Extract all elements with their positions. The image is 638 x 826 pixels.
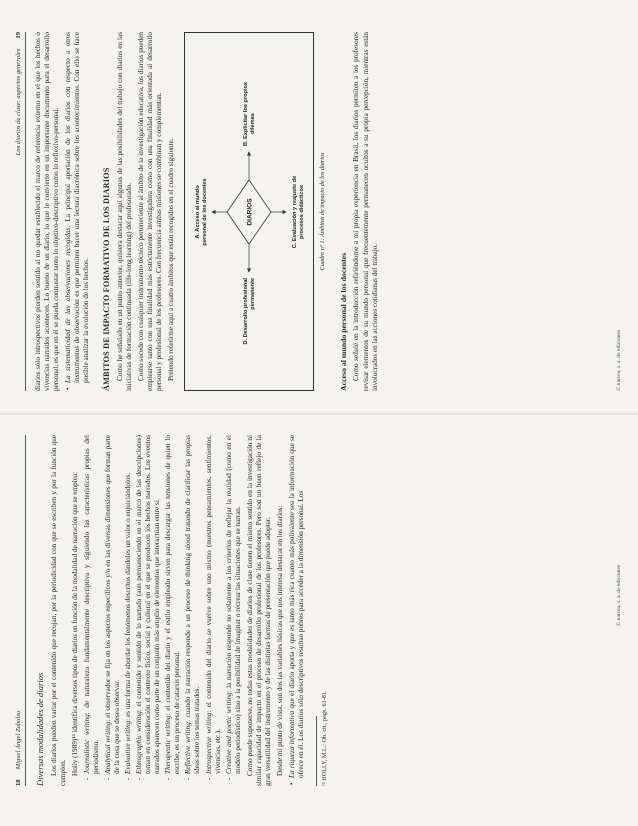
paragraph: diarios sólo introspectivos pierden sentido al no quedar establecido el marco de referencia externo en el que los hechos o vivencias narrados acontecen. Lo bueno de un diario, lo que le convierte en un importante documento para el desarrollo personal, es que en él se pueda contrastar tanto lo objetivo-descriptivo como lo reflexivo-personal. xyxy=(34,32,61,391)
label-c-line2: procesos didácticos xyxy=(299,184,306,240)
header-rule xyxy=(25,435,26,786)
diagram-center-label: DIARIOS xyxy=(246,198,254,226)
label-b-line1: B. Explicitar los propios xyxy=(243,81,250,146)
writing-types-list xyxy=(83,435,243,780)
running-head-text: Los diarios de clase: aspectos generales xyxy=(15,48,22,156)
list-item: - Creative and poetic writing: la narración responde no solamente a los criterios de reflejar la realidad (como en el modelo periodístico) sino a la posibilidad de imaginar o recrear las situaciones que se narran. xyxy=(225,435,243,774)
footnote: ¹³ HOLLY, M.L.: Ob. cit., págs. 61-81. xyxy=(321,690,329,786)
paragraph: Holly (1989)¹³ identifica diversos tipos de diarios en función de la modalidad de narración que se emplea: xyxy=(71,471,80,776)
label-a-line1: A. Acceso al mundo xyxy=(195,185,202,239)
list-item: - Evaluative writing: es una forma de abordar los fenómenos descritos dándoles un valor o enjuiciándolos. xyxy=(124,435,133,774)
figure-caption: Cuadro nº 1: Ámbitos de impacto de los diarios xyxy=(319,152,327,271)
section-title: Diversas modalidades de diarios xyxy=(35,672,45,786)
running-head-text: Miguel Ángel Zabalza xyxy=(15,710,22,770)
page-number: 18 xyxy=(15,779,22,786)
running-head-right xyxy=(14,32,23,155)
list-item: - Analytical writing: el observador se fija en los aspectos específicos y/o en las diversas dimensiones que forman parte de la cosa que se desea observar. xyxy=(104,435,122,774)
page-number: 19 xyxy=(15,32,22,39)
diagram-svg xyxy=(185,33,313,390)
impact-diagram xyxy=(184,32,314,391)
list-item: - Introspective writing: el contenido del diario se vuelve sobre uno mismo (nuestros pensamientos, sentimientos, vivencias, etc.). xyxy=(205,435,223,774)
variables-list xyxy=(64,32,91,391)
label-d-line2: permanente xyxy=(250,278,257,310)
list-item: - Therapeutic writing: el contenido del diario y el estilo empleado sirven para descargar las tensiones de quien lo escribe, es un proceso de catarsis personal. xyxy=(164,435,182,774)
list-item: - Journalistic writing: de naturaleza fundamentalmente descriptiva y siguiendo las características propias del periodismo. xyxy=(83,435,101,774)
paragraph: Como he señalado en un punto anterior, quisiera destacar aquí algunas de las posibilidades del trabajo con diarios en las iniciativas de formación continuada (life-long learning) del profesorado. xyxy=(115,32,133,391)
paragraph: Como sucede con cualquier instrumento técnico perteneciente al ámbito de la investigación educativa, los diarios pueden emplearse tanto con una finalidad más estrictamente investigadora como con una finalidad más orientada al desarrollo personal y profesional de los profesores. Con frecuencia ambas misiones se combinan y complementan. xyxy=(136,32,164,391)
copyright: © narcea, s. a. de ediciones xyxy=(615,564,622,626)
running-head-left xyxy=(14,711,23,786)
variables-list xyxy=(288,435,306,786)
subsection-title: Acceso al mundo personal de los docentes xyxy=(339,252,349,391)
paragraph: Pretendo referirme aquí a cuatro ámbitos que están recogidos en el cuadro siguiente. xyxy=(167,138,176,381)
footnote-rule xyxy=(316,716,317,786)
list-item: - Ethnographic writing: el contenido y sentido de lo narrado (aun permaneciendo en el marco de las descripciones) toman en consideración el contexto físico, social y cultural en el que se producen los hechos narrados. Los eventos narrados aparecen como parte de un conjunto más amplio de elementos que interactúan entre sí. xyxy=(135,435,162,774)
left-page xyxy=(0,413,638,826)
list-item: • La sistematicidad de las observaciones recogidas. La principal aportación de los diarios con respecto a otros instrumentos de observación es que permiten hacer una lectura diacrónica sobre los acontecimientos. Con ello se hace posible analizar la evolución de los hechos. xyxy=(64,32,91,383)
copyright: © narcea, s. a. de ediciones xyxy=(615,329,622,391)
label-a-line2: personal de los docentes xyxy=(202,178,209,246)
paragraph: Los diarios pueden variar por el contenido que recojan, por la periodicidad con que se escriben y por la función que cumplen. xyxy=(50,435,68,786)
list-item: • La riqueza informativa que el diario aporta y que es tanto más rica cuanto más polivalente sea la información que se ofrece en él. Los diarios sólo descriptivos resultan pobres para acceder a la dimensión personal. Los xyxy=(288,435,306,778)
paragraph: Desde mi punto de vista, son dos las variables básicas que nos interesa destacar en los diarios: xyxy=(276,505,285,776)
paragraph: Como señalé en la introducción refiriéndome a mi propia experiencia en Brasil, los diarios permiten a los profesores revisar elementos de su mundo personal que frecuentemente permanecen ocultos a su propia percepción, mientras están involucrados en las acciones cotidianas del trabajo. xyxy=(352,32,379,391)
paragraph: Como puede suponerse, no todas estas modalidades de diarios de clase tienen el mismo sentido en la investigación ni similar capacidad de impacto en el proceso de desarrollo profesional de los profesores. Pero son un buen reflejo de la gran versatilidad del instrumento y de las distintas formas de presentación que puede adoptar. xyxy=(245,435,273,786)
list-item: - Reflective writing: cuando la narración responde a un proceso de thinking aloud tratando de clarificar las propias ideas sobre los temas tratados. xyxy=(184,435,202,774)
label-c-line1: C. Evaluación y reajuste de xyxy=(292,175,299,249)
label-b-line2: dilemas xyxy=(250,113,257,134)
section-title: ÁMBITOS DE IMPACTO FORMATIVO DE LOS DIARIOS xyxy=(101,167,111,391)
label-d-line1: D. Desarrollo profesional xyxy=(243,278,250,345)
header-rule xyxy=(25,32,26,391)
